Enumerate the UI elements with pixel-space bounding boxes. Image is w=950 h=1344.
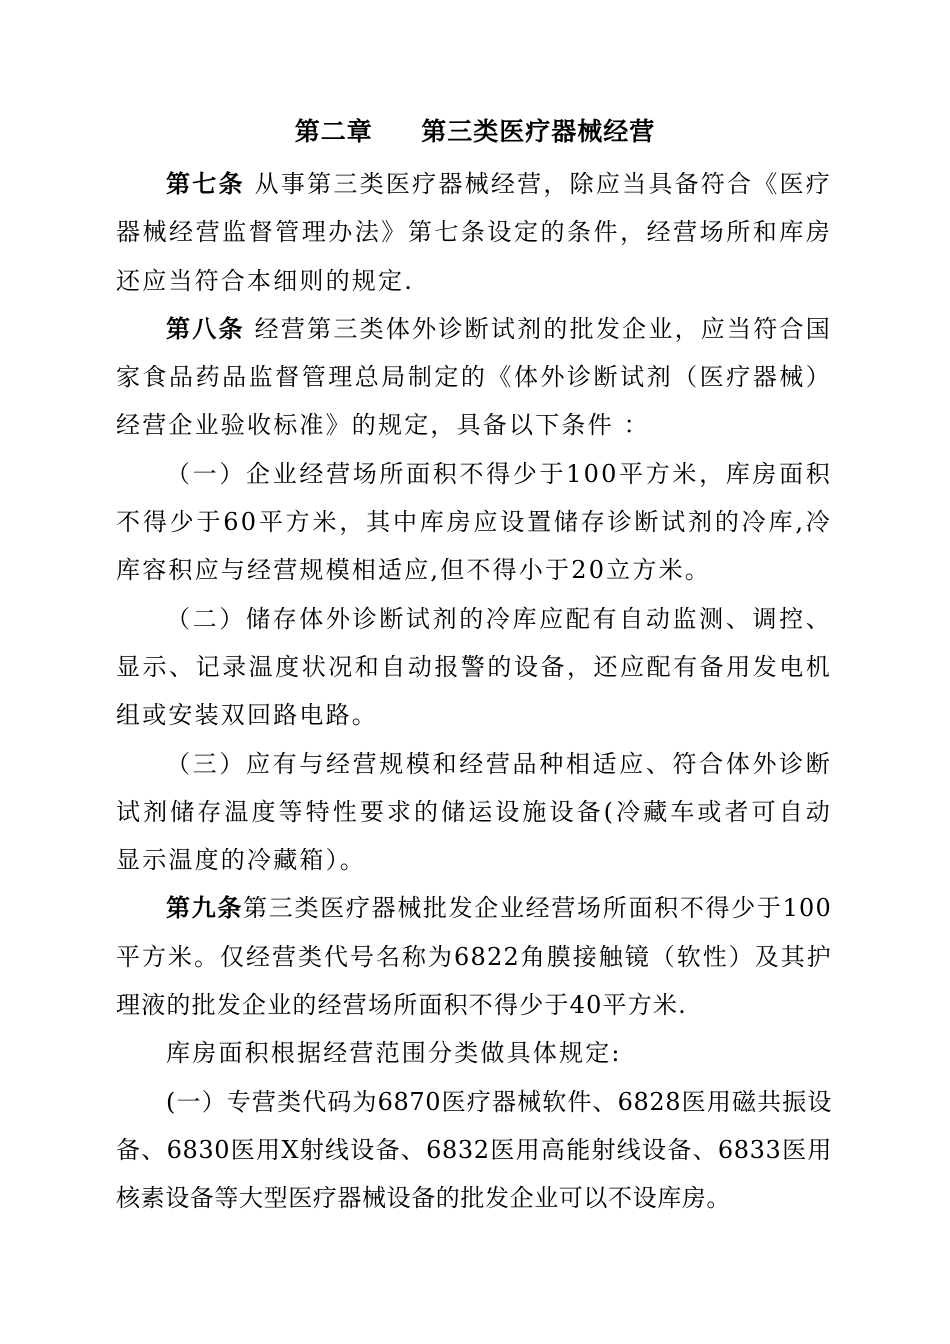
- article-8-item-1-text: （一）企业经营场所面积不得少于100平方米，库房面积不得少于60平方米，其中库房应设置储存诊断试剂的冷库,冷库容积应与经营规模相适应,但不得小于20立方米。: [116, 459, 832, 585]
- article-8-item-3-text: （三）应有与经营规模和经营品种相适应、符合体外诊断试剂储存温度等特性要求的储运设施设备(冷藏车或者可自动显示温度的冷藏箱）。: [116, 749, 832, 875]
- article-9: [116, 884, 832, 1029]
- article-8-item-2: [116, 595, 832, 740]
- chapter-title: 第二章 第三类医疗器械经营: [294, 117, 656, 146]
- document-body: [116, 160, 832, 1223]
- article-8-text: 经营第三类体外诊断试剂的批发企业，应当符合国家食品药品监督管理总局制定的《体外诊断试剂（医疗器械）经营企业验收标准》的规定，具备以下条件 ：: [116, 314, 832, 440]
- article-7-text: 从事第三类医疗器械经营，除应当具备符合《医疗器械经营监督管理办法》第七条设定的条件，经营场所和库房还应当符合本细则的规定.: [116, 170, 832, 295]
- article-9-warehouse-intro-text: 库房面积根据经营范围分类做具体规定:: [166, 1039, 622, 1068]
- article-9-item-1: [116, 1078, 832, 1223]
- article-8-lead: 第八条: [166, 313, 245, 343]
- article-7-lead: 第七条: [166, 169, 245, 198]
- article-8: [116, 305, 832, 450]
- article-9-text: 第三类医疗器械批发企业经营场所面积不得少于100平方米。仅经营类代号名称为6822角膜接触镜（软性）及其护理液的批发企业的经营场所面积不得少于40平方米.: [116, 894, 832, 1020]
- article-9-item-1-text: (一）专营类代码为6870医疗器械软件、6828医用磁共振设备、6830医用X射线设备、6832医用高能射线设备、6833医用核素设备等大型医疗器械设备的批发企业可以不设库房。: [116, 1087, 832, 1213]
- article-8-item-1: [116, 450, 832, 595]
- article-9-lead: 第九条: [166, 893, 244, 923]
- article-8-item-3: [116, 740, 832, 885]
- article-9-warehouse-intro: [116, 1029, 832, 1077]
- article-8-item-2-text: （二）储存体外诊断试剂的冷库应配有自动监测、调控、显示、记录温度状况和自动报警的设备，还应配有备用发电机组或安装双回路电路。: [116, 604, 832, 730]
- article-7: [116, 160, 832, 305]
